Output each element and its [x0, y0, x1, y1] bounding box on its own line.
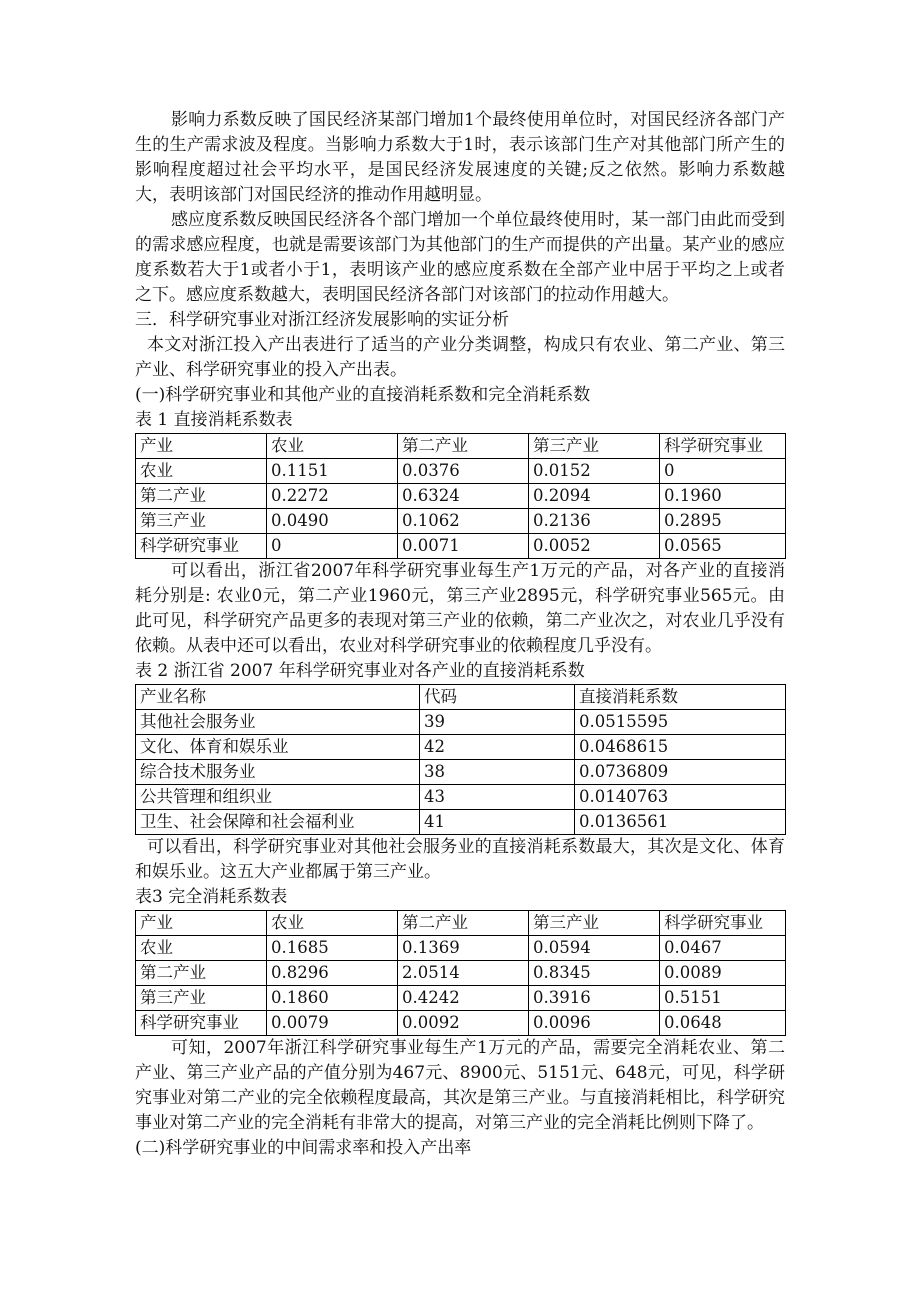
- table-cell: 0.2272: [267, 484, 398, 509]
- table-cell: 0.0594: [529, 936, 660, 961]
- table-cell: 41: [420, 810, 575, 835]
- table-cell: 0.1960: [660, 484, 786, 509]
- table-cell: 0.1062: [398, 509, 529, 534]
- document-page: [135, 108, 785, 1161]
- table-cell: 第二产业: [136, 961, 267, 986]
- table-row: [136, 760, 786, 785]
- paragraph-sensitivity-coefficient: 感应度系数反映国民经济各个部门增加一个单位最终使用时，某一部门由此而受到的需求感应程度，也就是需要该部门为其他部门的生产而提供的产出量。某产业的感应度系数若大于1或者小于1，表明该产业的感应度系数在全部产业中居于平均之上或者之下。感应度系数越大，表明国民经济各部门对该部门的拉动作用越大。: [135, 210, 785, 305]
- table-row: [136, 810, 786, 835]
- table-cell: 0.1151: [267, 459, 398, 484]
- table-cell: 0.1369: [398, 936, 529, 961]
- table-cell: 0.8296: [267, 961, 398, 986]
- table-cell: 0.2895: [660, 509, 786, 534]
- table-cell: 0.6324: [398, 484, 529, 509]
- table-row: [136, 961, 786, 986]
- table-cell: 0: [660, 459, 786, 484]
- table-cell: 0.0515595: [575, 710, 786, 735]
- table-cell: 0.8345: [529, 961, 660, 986]
- table-header-cell: 第二产业: [398, 434, 529, 459]
- table-cell: 38: [420, 760, 575, 785]
- table-cell: 第三产业: [136, 986, 267, 1011]
- table-cell: 0.1685: [267, 936, 398, 961]
- table-cell: 农业: [136, 459, 267, 484]
- table-header-cell: 农业: [267, 434, 398, 459]
- table-cell: 科学研究事业: [136, 1011, 267, 1036]
- table-cell: 0.0079: [267, 1011, 398, 1036]
- table-header-cell: 第三产业: [529, 434, 660, 459]
- paragraph-total-consumption-analysis: 可知，2007年浙江科学研究事业每生产1万元的产品，需要完全消耗农业、第二产业、第三产业产品的产值分别为467元、8900元、5151元、648元，可见，科学研究事业对第二产业的完全依赖程度最高，其次是第三产业。与直接消耗相比，科学研究事业对第二产业的完全消耗有非常大的提高，对第三产业的完全消耗比例则下降了。: [135, 1038, 785, 1133]
- table-row: [136, 484, 786, 509]
- paragraph-table-adjustment: 本文对浙江投入产出表进行了适当的产业分类调整，构成只有农业、第二产业、第三产业、科学研究事业的投入产出表。: [135, 335, 785, 380]
- table-cell: 科学研究事业: [136, 534, 267, 559]
- table-cell: 0.0648: [660, 1011, 786, 1036]
- subsection-heading-2: (二)科学研究事业的中间需求率和投入产出率: [135, 1138, 472, 1158]
- table-cell: 0.0071: [398, 534, 529, 559]
- table-cell: 0.3916: [529, 986, 660, 1011]
- table-cell: 0.2094: [529, 484, 660, 509]
- table-cell: 0.2136: [529, 509, 660, 534]
- table-header-cell: 产业: [136, 434, 267, 459]
- table-cell: 0.0092: [398, 1011, 529, 1036]
- table-row: [136, 936, 786, 961]
- table-header-cell: 科学研究事业: [660, 434, 786, 459]
- table-header-cell: 第二产业: [398, 911, 529, 936]
- table-cell: 公共管理和组织业: [136, 785, 420, 810]
- table-header-cell: 代码: [420, 685, 575, 710]
- table-cell: 43: [420, 785, 575, 810]
- table-cell: 0: [267, 534, 398, 559]
- table-cell: 0.0467: [660, 936, 786, 961]
- table-cell: 2.0514: [398, 961, 529, 986]
- table-header-row: [136, 434, 786, 459]
- table-row: [136, 1011, 786, 1036]
- table-cell: 文化、体育和娱乐业: [136, 735, 420, 760]
- table-cell: 综合技术服务业: [136, 760, 420, 785]
- paragraph-influence-coefficient: 影响力系数反映了国民经济某部门增加1个最终使用单位时，对国民经济各部门产生的生产需求波及程度。当影响力系数大于1时，表示该部门生产对其他部门所产生的影响程度超过社会平均水平，是国民经济发展速度的关键;反之依然。影响力系数越大，表明该部门对国民经济的推动作用越明显。: [135, 110, 785, 205]
- table-cell: 0.0565: [660, 534, 786, 559]
- table-row: [136, 534, 786, 559]
- table3-caption: 表3 完全消耗系数表: [135, 887, 288, 907]
- table2-caption: 表 2 浙江省 2007 年科学研究事业对各产业的直接消耗系数: [135, 661, 585, 681]
- table-row: [136, 735, 786, 760]
- table-cell: 0.0052: [529, 534, 660, 559]
- table-cell: 农业: [136, 936, 267, 961]
- table-cell: 第三产业: [136, 509, 267, 534]
- section-heading-3: 三．科学研究事业对浙江经济发展影响的实证分析: [135, 310, 509, 330]
- table-header-cell: 产业: [136, 911, 267, 936]
- table-cell: 0.0089: [660, 961, 786, 986]
- table-cell: 卫生、社会保障和社会福利业: [136, 810, 420, 835]
- table-cell: 0.0376: [398, 459, 529, 484]
- table-cell: 39: [420, 710, 575, 735]
- paragraph-direct-consumption-analysis: 可以看出，浙江省2007年科学研究事业每生产1万元的产品，对各产业的直接消耗分别是: 农业0元，第二产业1960元，第三产业2895元，科学研究事业565元。由此可见，科学研究产品更多的表现对第三产业的依赖，第二产业次之，对农业几乎没有依赖。从表中还可以看出，农业对科学研究事业的依赖程度几乎没有。: [135, 561, 785, 656]
- subsection-heading-1: (一)科学研究事业和其他产业的直接消耗系数和完全消耗系数: [135, 385, 591, 405]
- table-cell: 第二产业: [136, 484, 267, 509]
- table-cell: 0.5151: [660, 986, 786, 1011]
- table-cell: 0.0736809: [575, 760, 786, 785]
- table-cell: 其他社会服务业: [136, 710, 420, 735]
- table-cell: 0.0152: [529, 459, 660, 484]
- table-cell: 0.1860: [267, 986, 398, 1011]
- table-header-row: [136, 685, 786, 710]
- table-cell: 0.0136561: [575, 810, 786, 835]
- total-consumption-table: [135, 910, 786, 1036]
- table-header-row: [136, 911, 786, 936]
- table-cell: 42: [420, 735, 575, 760]
- paragraph-third-industry-summary: 可以看出，科学研究事业对其他社会服务业的直接消耗系数最大，其次是文化、体育和娱乐业。这五大产业都属于第三产业。: [135, 837, 785, 882]
- table-header-cell: 产业名称: [136, 685, 420, 710]
- research-direct-consumption-table: [135, 684, 786, 835]
- table1-caption: 表 1 直接消耗系数表: [135, 410, 293, 430]
- table-header-cell: 第三产业: [529, 911, 660, 936]
- table-cell: 0.4242: [398, 986, 529, 1011]
- table-cell: 0.0468615: [575, 735, 786, 760]
- direct-consumption-table: [135, 433, 786, 559]
- table-cell: 0.0140763: [575, 785, 786, 810]
- table-row: [136, 785, 786, 810]
- table-row: [136, 986, 786, 1011]
- table-row: [136, 509, 786, 534]
- table-cell: 0.0096: [529, 1011, 660, 1036]
- table-cell: 0.0490: [267, 509, 398, 534]
- table-header-cell: 农业: [267, 911, 398, 936]
- table-row: [136, 710, 786, 735]
- table-row: [136, 459, 786, 484]
- table-header-cell: 科学研究事业: [660, 911, 786, 936]
- table-header-cell: 直接消耗系数: [575, 685, 786, 710]
